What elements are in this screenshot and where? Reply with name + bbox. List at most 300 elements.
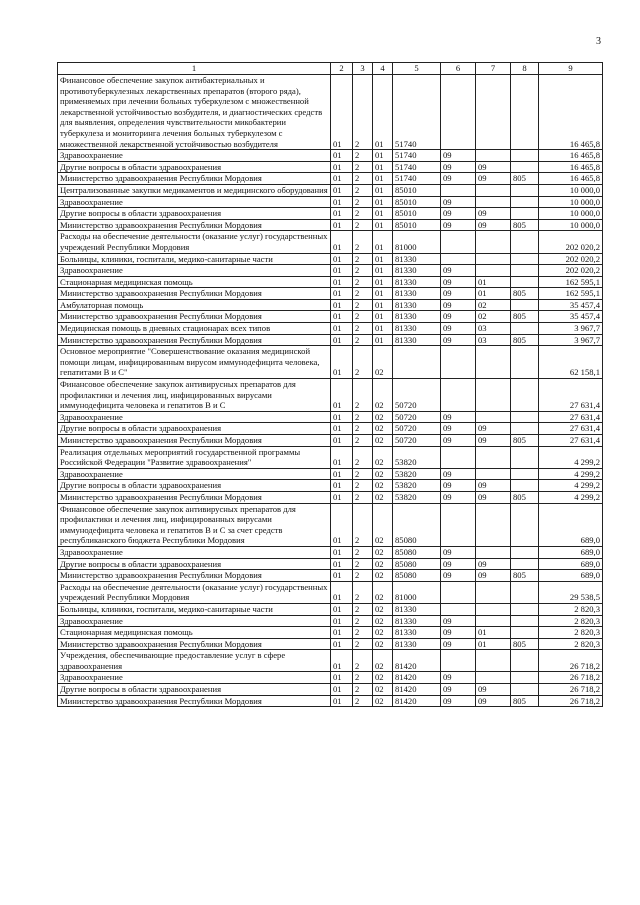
code-cell-6: 09 [441, 323, 476, 335]
code-cell-6: 09 [441, 219, 476, 231]
row-name-cell: Стационарная медицинская помощь [58, 627, 331, 639]
code-cell-8 [511, 208, 539, 220]
code-cell-6: 09 [441, 311, 476, 323]
code-cell-7 [476, 615, 511, 627]
column-header: 1 [58, 63, 331, 75]
code-cell-5: 51740 [393, 150, 441, 162]
code-cell-5: 50720 [393, 379, 441, 412]
code-cell-3: 2 [353, 253, 373, 265]
code-cell-3: 2 [353, 423, 373, 435]
code-cell-4: 01 [373, 184, 393, 196]
row-name-cell: Учреждения, обеспечивающие предоставление услуг в сфере здравоохранения [58, 650, 331, 672]
code-cell-4: 02 [373, 546, 393, 558]
code-cell-3: 2 [353, 581, 373, 603]
code-cell-8 [511, 299, 539, 311]
amount-cell: 162 595,1 [539, 276, 603, 288]
code-cell-8: 805 [511, 173, 539, 185]
code-cell-2: 01 [331, 581, 353, 603]
code-cell-5: 53820 [393, 468, 441, 480]
code-cell-2: 01 [331, 379, 353, 412]
row-name-cell: Расходы на обеспечение деятельности (оказание услуг) государственных учреждений Республики Мордовия [58, 581, 331, 603]
code-cell-3: 2 [353, 435, 373, 447]
code-cell-2: 01 [331, 299, 353, 311]
code-cell-3: 2 [353, 638, 373, 650]
table-row [58, 150, 603, 162]
code-cell-4: 02 [373, 650, 393, 672]
code-cell-7: 01 [476, 638, 511, 650]
code-cell-6 [441, 346, 476, 379]
code-cell-6 [441, 581, 476, 603]
amount-cell: 2 820,3 [539, 603, 603, 615]
code-cell-6: 09 [441, 570, 476, 582]
code-cell-2: 01 [331, 480, 353, 492]
column-header: 3 [353, 63, 373, 75]
row-name-cell: Здравоохранение [58, 411, 331, 423]
code-cell-4: 02 [373, 446, 393, 468]
amount-cell: 26 718,2 [539, 684, 603, 696]
code-cell-4: 01 [373, 288, 393, 300]
table-row [58, 161, 603, 173]
code-cell-4: 01 [373, 299, 393, 311]
code-cell-5: 85080 [393, 546, 441, 558]
code-cell-5: 81330 [393, 276, 441, 288]
code-cell-7 [476, 231, 511, 253]
code-cell-8: 805 [511, 334, 539, 346]
code-cell-7 [476, 546, 511, 558]
table-body [58, 75, 603, 707]
table-row [58, 570, 603, 582]
code-cell-2: 01 [331, 446, 353, 468]
code-cell-8 [511, 480, 539, 492]
code-cell-6: 09 [441, 491, 476, 503]
code-cell-7: 01 [476, 627, 511, 639]
code-cell-6: 09 [441, 196, 476, 208]
code-cell-5: 85080 [393, 570, 441, 582]
table-row [58, 491, 603, 503]
amount-cell: 202 020,2 [539, 231, 603, 253]
row-name-cell: Здравоохранение [58, 546, 331, 558]
row-name-cell: Министерство здравоохранения Республики Мордовия [58, 695, 331, 707]
code-cell-4: 02 [373, 627, 393, 639]
code-cell-8 [511, 503, 539, 546]
code-cell-7 [476, 379, 511, 412]
amount-cell: 202 020,2 [539, 253, 603, 265]
code-cell-5: 50720 [393, 423, 441, 435]
table-row [58, 379, 603, 412]
code-cell-2: 01 [331, 311, 353, 323]
amount-cell: 35 457,4 [539, 311, 603, 323]
column-header: 6 [441, 63, 476, 75]
code-cell-6: 09 [441, 546, 476, 558]
code-cell-2: 01 [331, 184, 353, 196]
column-header: 7 [476, 63, 511, 75]
row-name-cell: Расходы на обеспечение деятельности (оказание услуг) государственных учреждений Республики Мордовия [58, 231, 331, 253]
table-row [58, 615, 603, 627]
code-cell-7 [476, 468, 511, 480]
code-cell-4: 02 [373, 346, 393, 379]
code-cell-6 [441, 603, 476, 615]
code-cell-4: 01 [373, 276, 393, 288]
code-cell-4: 02 [373, 558, 393, 570]
code-cell-3: 2 [353, 546, 373, 558]
table-row [58, 423, 603, 435]
table-row [58, 288, 603, 300]
code-cell-6: 09 [441, 638, 476, 650]
code-cell-2: 01 [331, 231, 353, 253]
code-cell-2: 01 [331, 150, 353, 162]
amount-cell: 26 718,2 [539, 672, 603, 684]
code-cell-4: 01 [373, 311, 393, 323]
table-row [58, 446, 603, 468]
row-name-cell: Министерство здравоохранения Республики Мордовия [58, 570, 331, 582]
table-row [58, 603, 603, 615]
code-cell-4: 02 [373, 638, 393, 650]
code-cell-3: 2 [353, 615, 373, 627]
column-header: 9 [539, 63, 603, 75]
code-cell-7 [476, 603, 511, 615]
code-cell-5: 50720 [393, 411, 441, 423]
code-cell-3: 2 [353, 311, 373, 323]
table-row [58, 75, 603, 150]
table-row [58, 411, 603, 423]
code-cell-3: 2 [353, 196, 373, 208]
row-name-cell: Министерство здравоохранения Республики Мордовия [58, 173, 331, 185]
row-name-cell: Медицинская помощь в дневных стационарах всех типов [58, 323, 331, 335]
code-cell-4: 01 [373, 173, 393, 185]
code-cell-3: 2 [353, 75, 373, 150]
code-cell-2: 01 [331, 503, 353, 546]
code-cell-7 [476, 253, 511, 265]
code-cell-2: 01 [331, 684, 353, 696]
amount-cell: 16 465,8 [539, 161, 603, 173]
code-cell-6: 09 [441, 480, 476, 492]
row-name-cell: Другие вопросы в области здравоохранения [58, 161, 331, 173]
code-cell-2: 01 [331, 423, 353, 435]
amount-cell: 2 820,3 [539, 638, 603, 650]
table-row [58, 196, 603, 208]
row-name-cell: Министерство здравоохранения Республики Мордовия [58, 334, 331, 346]
amount-cell: 4 299,2 [539, 491, 603, 503]
code-cell-5: 53820 [393, 491, 441, 503]
budget-table [57, 62, 603, 707]
code-cell-5: 81330 [393, 299, 441, 311]
code-cell-4: 01 [373, 219, 393, 231]
amount-cell: 689,0 [539, 570, 603, 582]
code-cell-4: 01 [373, 231, 393, 253]
amount-cell: 689,0 [539, 558, 603, 570]
code-cell-3: 2 [353, 627, 373, 639]
row-name-cell: Министерство здравоохранения Республики Мордовия [58, 491, 331, 503]
row-name-cell: Стационарная медицинская помощь [58, 276, 331, 288]
row-name-cell: Финансовое обеспечение закупок антивирусных препаратов для профилактики и лечения лиц, инфицированных вирусами иммунодефицита человека и гепатитов В и С за счет средств республиканского бюджета Республики Мордовия [58, 503, 331, 546]
code-cell-8: 805 [511, 491, 539, 503]
code-cell-8 [511, 558, 539, 570]
code-cell-3: 2 [353, 570, 373, 582]
code-cell-3: 2 [353, 323, 373, 335]
row-name-cell: Министерство здравоохранения Республики Мордовия [58, 219, 331, 231]
column-header: 5 [393, 63, 441, 75]
code-cell-5: 51740 [393, 173, 441, 185]
table-row [58, 684, 603, 696]
code-cell-5: 85010 [393, 196, 441, 208]
code-cell-7: 09 [476, 423, 511, 435]
code-cell-3: 2 [353, 219, 373, 231]
code-cell-2: 01 [331, 650, 353, 672]
code-cell-2: 01 [331, 411, 353, 423]
code-cell-3: 2 [353, 603, 373, 615]
amount-cell: 10 000,0 [539, 219, 603, 231]
code-cell-8 [511, 411, 539, 423]
code-cell-3: 2 [353, 379, 373, 412]
code-cell-2: 01 [331, 219, 353, 231]
row-name-cell: Министерство здравоохранения Республики Мордовия [58, 435, 331, 447]
code-cell-5: 81330 [393, 615, 441, 627]
code-cell-6: 09 [441, 334, 476, 346]
code-cell-8: 805 [511, 435, 539, 447]
table-row [58, 546, 603, 558]
code-cell-5: 53820 [393, 446, 441, 468]
code-cell-3: 2 [353, 480, 373, 492]
code-cell-3: 2 [353, 695, 373, 707]
code-cell-7: 01 [476, 288, 511, 300]
code-cell-8: 805 [511, 570, 539, 582]
table-row [58, 695, 603, 707]
code-cell-7: 03 [476, 334, 511, 346]
table-row [58, 173, 603, 185]
code-cell-7: 01 [476, 276, 511, 288]
code-cell-8 [511, 265, 539, 277]
code-cell-8 [511, 253, 539, 265]
code-cell-4: 01 [373, 196, 393, 208]
row-name-cell: Централизованные закупки медикаментов и медицинского оборудования [58, 184, 331, 196]
code-cell-5: 81420 [393, 684, 441, 696]
code-cell-8 [511, 379, 539, 412]
code-cell-6 [441, 184, 476, 196]
code-cell-5: 81330 [393, 627, 441, 639]
code-cell-7: 09 [476, 684, 511, 696]
code-cell-8 [511, 323, 539, 335]
code-cell-8 [511, 672, 539, 684]
code-cell-2: 01 [331, 75, 353, 150]
table-row [58, 480, 603, 492]
code-cell-3: 2 [353, 173, 373, 185]
code-cell-6: 09 [441, 265, 476, 277]
table-row [58, 311, 603, 323]
amount-cell: 27 631,4 [539, 411, 603, 423]
amount-cell: 4 299,2 [539, 468, 603, 480]
code-cell-2: 01 [331, 253, 353, 265]
code-cell-7 [476, 346, 511, 379]
row-name-cell: Здравоохранение [58, 196, 331, 208]
table-row [58, 184, 603, 196]
row-name-cell: Здравоохранение [58, 672, 331, 684]
row-name-cell: Министерство здравоохранения Республики Мордовия [58, 638, 331, 650]
code-cell-7 [476, 184, 511, 196]
code-cell-6 [441, 75, 476, 150]
code-cell-6: 09 [441, 299, 476, 311]
row-name-cell: Больницы, клиники, госпитали, медико-санитарные части [58, 603, 331, 615]
amount-cell: 2 820,3 [539, 627, 603, 639]
amount-cell: 27 631,4 [539, 435, 603, 447]
code-cell-8 [511, 581, 539, 603]
code-cell-2: 01 [331, 196, 353, 208]
code-cell-6: 09 [441, 423, 476, 435]
code-cell-8: 805 [511, 288, 539, 300]
code-cell-5: 50720 [393, 435, 441, 447]
code-cell-8 [511, 184, 539, 196]
code-cell-5: 81000 [393, 231, 441, 253]
code-cell-4: 01 [373, 150, 393, 162]
code-cell-7 [476, 150, 511, 162]
code-cell-3: 2 [353, 288, 373, 300]
code-cell-4: 02 [373, 435, 393, 447]
code-cell-3: 2 [353, 491, 373, 503]
code-cell-2: 01 [331, 468, 353, 480]
table-row [58, 208, 603, 220]
amount-cell: 62 158,1 [539, 346, 603, 379]
code-cell-8 [511, 546, 539, 558]
code-cell-8: 805 [511, 219, 539, 231]
code-cell-3: 2 [353, 150, 373, 162]
code-cell-6 [441, 650, 476, 672]
row-name-cell: Основное мероприятие "Совершенствование оказания медицинской помощи лицам, инфицированным вирусом иммунодефицита человека, гепатитами В и С" [58, 346, 331, 379]
code-cell-5: 81330 [393, 638, 441, 650]
amount-cell: 10 000,0 [539, 196, 603, 208]
code-cell-4: 02 [373, 468, 393, 480]
code-cell-5: 81330 [393, 323, 441, 335]
code-cell-6 [441, 379, 476, 412]
code-cell-4: 02 [373, 615, 393, 627]
column-header: 4 [373, 63, 393, 75]
code-cell-2: 01 [331, 638, 353, 650]
code-cell-2: 01 [331, 161, 353, 173]
code-cell-3: 2 [353, 276, 373, 288]
code-cell-5: 81420 [393, 650, 441, 672]
code-cell-8 [511, 346, 539, 379]
code-cell-4: 02 [373, 423, 393, 435]
code-cell-7 [476, 265, 511, 277]
code-cell-7 [476, 411, 511, 423]
code-cell-4: 02 [373, 603, 393, 615]
code-cell-8 [511, 468, 539, 480]
code-cell-3: 2 [353, 265, 373, 277]
code-cell-6 [441, 231, 476, 253]
amount-cell: 29 538,5 [539, 581, 603, 603]
code-cell-7 [476, 650, 511, 672]
code-cell-8 [511, 150, 539, 162]
code-cell-3: 2 [353, 650, 373, 672]
amount-cell: 16 465,8 [539, 75, 603, 150]
table-row [58, 276, 603, 288]
code-cell-7: 02 [476, 299, 511, 311]
code-cell-7 [476, 581, 511, 603]
code-cell-5: 51740 [393, 75, 441, 150]
code-cell-4: 01 [373, 161, 393, 173]
amount-cell: 689,0 [539, 546, 603, 558]
code-cell-2: 01 [331, 435, 353, 447]
amount-cell: 27 631,4 [539, 379, 603, 412]
table-row [58, 231, 603, 253]
amount-cell: 26 718,2 [539, 695, 603, 707]
code-cell-4: 02 [373, 503, 393, 546]
code-cell-2: 01 [331, 173, 353, 185]
code-cell-3: 2 [353, 299, 373, 311]
code-cell-8 [511, 684, 539, 696]
table-row [58, 627, 603, 639]
code-cell-7: 09 [476, 219, 511, 231]
amount-cell: 16 465,8 [539, 173, 603, 185]
code-cell-3: 2 [353, 446, 373, 468]
table-row [58, 435, 603, 447]
code-cell-3: 2 [353, 672, 373, 684]
code-cell-6: 09 [441, 695, 476, 707]
code-cell-3: 2 [353, 334, 373, 346]
code-cell-4: 01 [373, 334, 393, 346]
row-name-cell: Здравоохранение [58, 468, 331, 480]
code-cell-5: 85010 [393, 184, 441, 196]
code-cell-6: 09 [441, 173, 476, 185]
code-cell-8: 805 [511, 695, 539, 707]
table-row [58, 503, 603, 546]
amount-cell: 27 631,4 [539, 423, 603, 435]
amount-cell: 16 465,8 [539, 150, 603, 162]
row-name-cell: Больницы, клиники, госпитали, медико-санитарные части [58, 253, 331, 265]
code-cell-7: 09 [476, 161, 511, 173]
code-cell-8 [511, 650, 539, 672]
row-name-cell: Министерство здравоохранения Республики Мордовия [58, 311, 331, 323]
code-cell-6: 09 [441, 411, 476, 423]
code-cell-6: 09 [441, 288, 476, 300]
code-cell-4: 02 [373, 411, 393, 423]
code-cell-4: 01 [373, 323, 393, 335]
amount-cell: 10 000,0 [539, 208, 603, 220]
table-row [58, 265, 603, 277]
code-cell-6: 09 [441, 435, 476, 447]
code-cell-8 [511, 231, 539, 253]
code-cell-4: 02 [373, 581, 393, 603]
table-row [58, 468, 603, 480]
column-header: 8 [511, 63, 539, 75]
row-name-cell: Другие вопросы в области здравоохранения [58, 558, 331, 570]
code-cell-8 [511, 196, 539, 208]
code-cell-5: 85010 [393, 219, 441, 231]
code-cell-8 [511, 603, 539, 615]
code-cell-7: 09 [476, 491, 511, 503]
row-name-cell: Финансовое обеспечение закупок антивирусных препаратов для профилактики и лечения лиц, инфицированных вирусами иммунодефицита человека и гепатитов В и С [58, 379, 331, 412]
code-cell-2: 01 [331, 288, 353, 300]
code-cell-6: 09 [441, 208, 476, 220]
code-cell-6: 09 [441, 150, 476, 162]
code-cell-7: 09 [476, 570, 511, 582]
code-cell-2: 01 [331, 672, 353, 684]
row-name-cell: Другие вопросы в области здравоохранения [58, 423, 331, 435]
code-cell-8: 805 [511, 311, 539, 323]
code-cell-6: 09 [441, 615, 476, 627]
row-name-cell: Амбулаторная помощь [58, 299, 331, 311]
code-cell-2: 01 [331, 546, 353, 558]
row-name-cell: Финансовое обеспечение закупок антибактериальных и противотуберкулезных лекарственных препаратов (второго ряда), применяемых при лечении больных туберкулезом с множественной лекарственной устойчивостью возбудителя, и диагностических средств для выявления, определения чувствительности микобактерии туберкулеза и мониторинга лечения больных туберкулезом с множественной лекарственной устойчивостью возбудителя [58, 75, 331, 150]
code-cell-6: 09 [441, 672, 476, 684]
code-cell-8: 805 [511, 638, 539, 650]
code-cell-2: 01 [331, 346, 353, 379]
code-cell-3: 2 [353, 231, 373, 253]
row-name-cell: Другие вопросы в области здравоохранения [58, 684, 331, 696]
table-row [58, 650, 603, 672]
row-name-cell: Министерство здравоохранения Республики Мордовия [58, 288, 331, 300]
code-cell-4: 02 [373, 672, 393, 684]
table-row [58, 334, 603, 346]
code-cell-4: 01 [373, 265, 393, 277]
